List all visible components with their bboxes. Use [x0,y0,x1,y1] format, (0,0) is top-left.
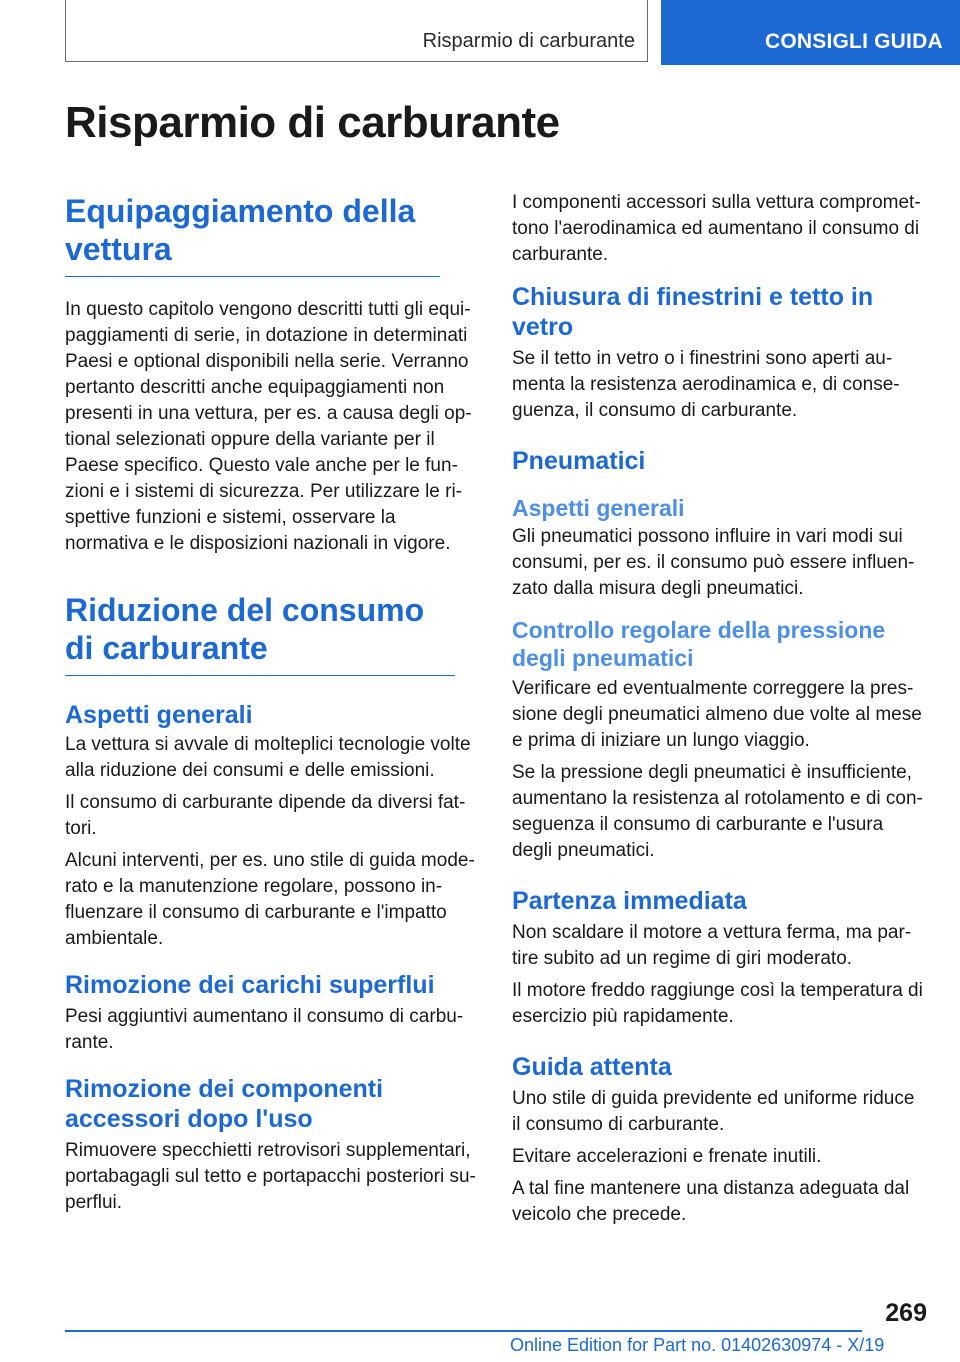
left-column [65,192,480,1216]
paragraph-guida-3: A tal fine mantenere una distanza adeguata dal veicolo che precede. [512,1178,910,1225]
header-chapter-tab-label: CONSIGLI GUIDA [765,30,943,53]
paragraph-aspetti-2: Il consumo di carburante dipende da diversi fat-tori. [65,792,466,839]
heading-rimozione-carichi: Rimozione dei carichi superflui [65,971,435,999]
heading-riduzione-consumo: Riduzione del consumo di carburante [65,591,455,676]
heading-pneumatici: Pneumatici [512,447,646,475]
page-title: Risparmio di carburante [65,98,560,147]
header-section-title: Risparmio di carburante [422,30,635,52]
heading-controllo-pressione: Controllo regolare della pressione degli pneumatici [512,617,886,671]
heading-rimozione-componenti: Rimozione dei componenti accessori dopo l'uso [65,1075,384,1133]
heading-equipaggiamento: Equipaggiamento della vettura [65,192,440,277]
paragraph-aspetti-1: La vettura si avvale di molteplici tecnologie volte alla riduzione dei consumi e delle emissioni. [65,734,471,781]
footer-edition-text: Online Edition for Part no. 01402630974 - X/19 [510,1335,885,1355]
paragraph-chiusura: Se il tetto in vetro o i finestrini sono aperti au-menta la resistenza aerodinamica e, di conse-guenza, il consumo di carburante. [512,348,900,421]
paragraph-aspetti-3: Alcuni interventi, per es. uno stile di guida mode-rato e la manutenzione regolare, possono in-fluenzare il consumo di carburante e l'impatto ambientale. [65,850,475,949]
paragraph-carichi: Pesi aggiuntivi aumentano il consumo di carbu-rante. [65,1006,464,1053]
paragraph-guida-2: Evitare accelerazioni e frenate inutili. [512,1146,822,1167]
paragraph-pneumatici-aspetti: Gli pneumatici possono influire in vari modi sui consumi, per es. il consumo può essere influen-zato dalla misura degli pneumatici. [512,526,915,599]
paragraph-partenza-2: Il motore freddo raggiunge così la temperatura di esercizio più rapidamente. [512,980,923,1027]
page-number: 269 [885,1299,927,1327]
paragraph-equipaggiamento: In questo capitolo vengono descritti tutti gli equi-paggiamenti di serie, in dotazione in determinati Paesi e optional disponibili nella serie. Verranno pertanto descritti anche equipaggiamenti non presenti in una vettura, per es. a causa degli op-tional selezionati oppure della variante per il Paese specifico. Questo vale anche per le fun-zioni e i sistemi di sicurezza. Per utilizzare le ri-spettive funzioni e sistemi, osservare la normativa e le disposizioni nazionali in vigore. [65,299,472,554]
heading-guida-attenta: Guida attenta [512,1053,672,1081]
paragraph-partenza-1: Non scaldare il motore a vettura ferma, ma par-tire subito ad un regime di giri moderato. [512,922,912,969]
heading-aspetti-generali: Aspetti generali [65,701,253,729]
header-chapter-tab[interactable] [661,0,960,65]
paragraph-controllo-1: Verificare ed eventualmente correggere la pres-sione degli pneumatici almeno due volte al mese e prima di iniziare un lungo viaggio. [512,678,922,751]
heading-pneumatici-aspetti: Aspetti generali [512,495,685,521]
paragraph-guida-1: Uno stile di guida previdente ed uniforme riduce il consumo di carburante. [512,1088,915,1135]
paragraph-componenti: Rimuovere specchietti retrovisori supplementari, portabagagli sul tetto e portapacchi posteriori su-perflui. [65,1140,476,1213]
paragraph-controllo-2: Se la pressione degli pneumatici è insufficiente, aumentano la resistenza al rotolamento e di con-seguenza il consumo di carburante e l'usura degli pneumatici. [512,762,923,861]
heading-chiusura-finestrini: Chiusura di finestrini e tetto in vetro [512,283,874,341]
header-section-box [65,0,648,62]
footer-divider [65,1330,862,1332]
heading-partenza-immediata: Partenza immediata [512,887,747,915]
paragraph-componenti-continued: I componenti accessori sulla vettura compromet-tono l'aerodinamica ed aumentano il consumo di carburante. [512,192,921,265]
right-column [512,190,927,1228]
